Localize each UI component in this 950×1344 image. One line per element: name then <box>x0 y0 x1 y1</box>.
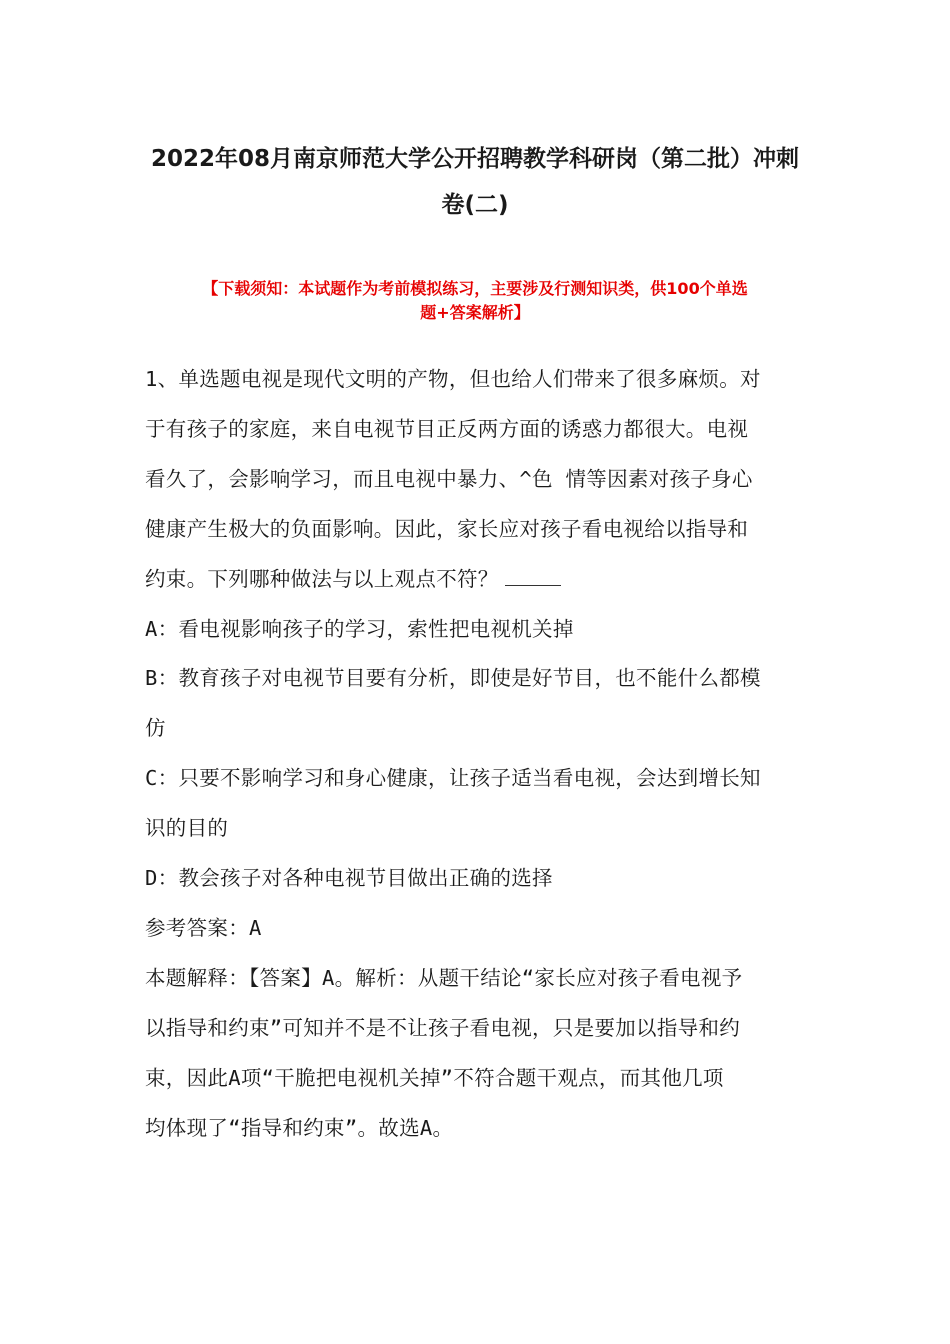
option-b-line-2: 仿 <box>145 716 166 740</box>
download-notice-line-1: 【下载须知：本试题作为考前模拟练习，主要涉及行测知识类，供100个单选 <box>202 279 748 298</box>
option-c-line-2: 识的目的 <box>145 816 229 840</box>
explanation-line: 束，因此A项“干脆把电视机关掉”不符合题干观点，而其他几项 <box>145 1066 724 1090</box>
explanation-line: 本题解释：【答案】A。解析：从题干结论“家长应对孩子看电视予 <box>145 966 743 990</box>
reference-answer: 参考答案：A <box>145 916 262 940</box>
question-text-line: 于有孩子的家庭，来自电视节目正反两方面的诱惑力都很大。电视 <box>145 417 749 441</box>
option-b-line-1: B：教育孩子对电视节目要有分析，即使是好节目，也不能什么都模 <box>145 666 761 690</box>
question-text-line-last <box>145 562 810 592</box>
question-text: 约束。下列哪种做法与以上观点不符？ <box>145 567 499 591</box>
download-notice-line-2: 题+答案解析】 <box>420 303 530 322</box>
option-c-line-1: C：只要不影响学习和身心健康，让孩子适当看电视，会达到增长知 <box>145 766 761 790</box>
option-a: A：看电视影响孩子的学习，索性把电视机关掉 <box>145 617 574 641</box>
document-title-line-2: 卷(二) <box>441 192 509 218</box>
explanation-line: 以指导和约束”可知并不是不让孩子看电视，只是要加以指导和约 <box>145 1016 741 1040</box>
explanation-line: 均体现了“指导和约束”。故选A。 <box>145 1116 454 1140</box>
question-text-line: 看久了，会影响学习，而且电视中暴力、^色 情等因素对孩子身心 <box>145 467 753 491</box>
document-title-line-1: 2022年08月南京师范大学公开招聘教学科研岗（第二批）冲刺 <box>150 146 800 172</box>
question-text-line: 健康产生极大的负面影响。因此，家长应对孩子看电视给以指导和 <box>145 517 749 541</box>
question-text-line: 1、单选题电视是现代文明的产物，但也给人们带来了很多麻烦。对 <box>145 367 761 391</box>
answer-blank <box>505 567 561 586</box>
option-d: D：教会孩子对各种电视节目做出正确的选择 <box>145 866 553 890</box>
